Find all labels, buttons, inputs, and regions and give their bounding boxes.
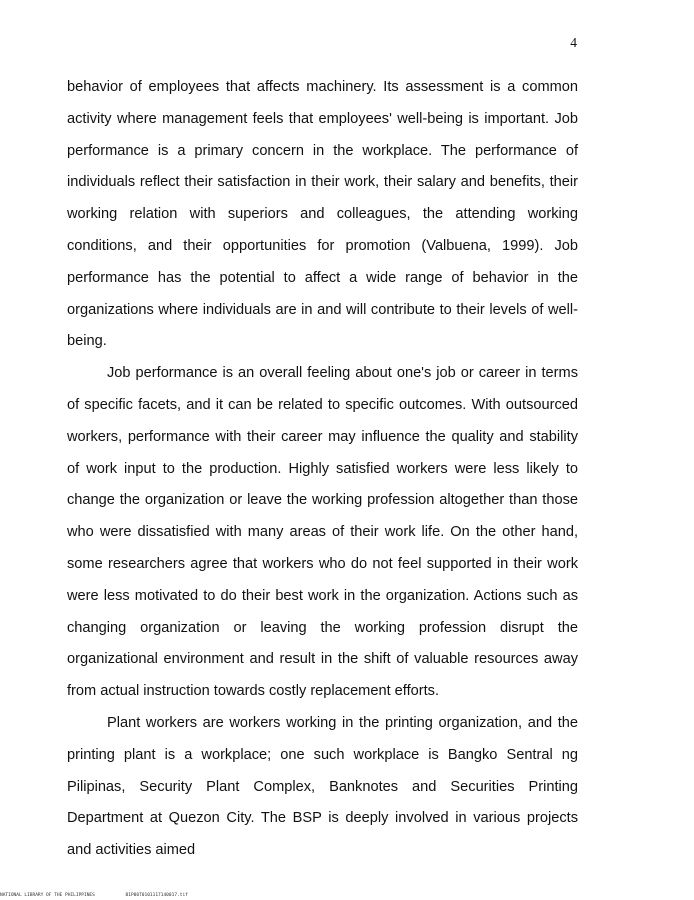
page-number: 4 [570,35,577,50]
paragraph-1: behavior of employees that affects machinery. Its assessment is a common activity where management feels that employees' well-being is important. Job performance is a primary concern in the workplace. The performance of individuals reflect their satisfaction in their work, their salary and benefits, their working relation with superiors and colleagues, the attending working conditions, and their opportunities for promotion (Valbuena, 1999). Job performance has the potential to affect a wide range of behavior in the organizations where individuals are in and will contribute to their levels of well-being. [67,79,578,350]
body-text [67,72,578,867]
paragraph-3: Plant workers are workers working in the printing organization, and the printing plant is a workplace; one such workplace is Bangko Sentral ng Pilipinas, Security Plant Complex, Banknotes and Securities Printing Department at Quezon City. The BSP is deeply involved in various projects and activities aimed [67,714,578,859]
library-stamp: NATIONAL LIBRARY OF THE PHILIPPINES [0,893,95,898]
paragraph-2: Job performance is an overall feeling about one's job or career in terms of specific facets, and it can be related to specific outcomes. With outsourced workers, performance with their career may influence the quality and stability of work input to the production. Highly satisfied workers were less likely to change the organization or leave the working profession altogether than those who were dissatisfied with many areas of their work life. On the other hand, some researchers agree that workers who do not feel supported in their work were less motivated to do their best work in the organization. Actions such as changing organization or leaving the working profession disrupt the organizational environment and result in the shift of valuable resources away from actual instruction towards costly replacement efforts. [67,365,578,700]
scan-footer [0,893,216,898]
file-id: B1P00T0101117140017.tif [125,893,188,898]
